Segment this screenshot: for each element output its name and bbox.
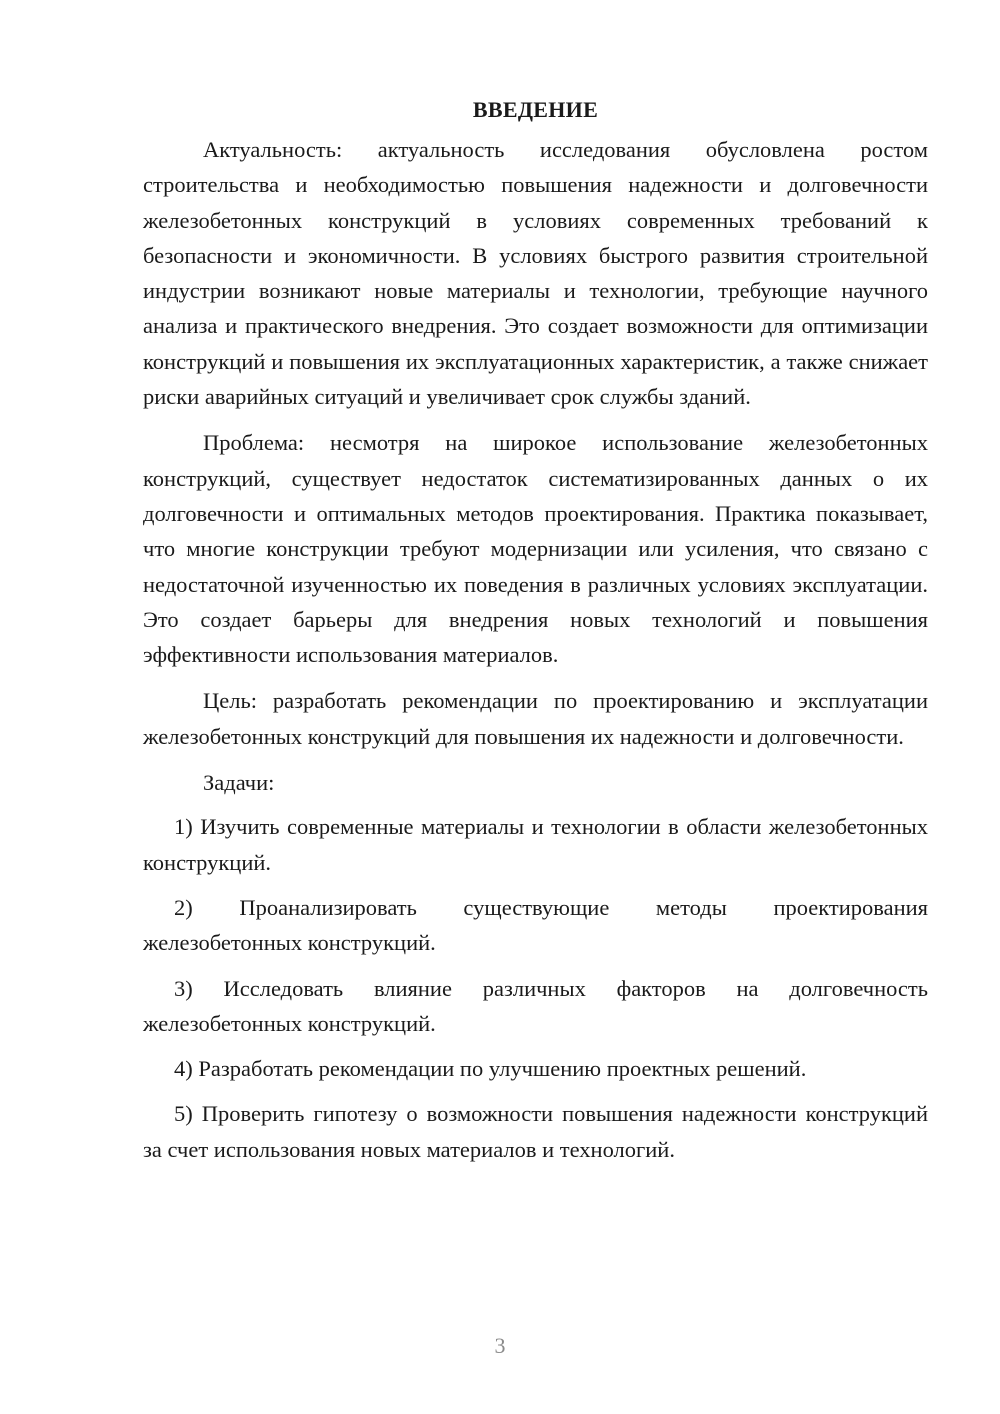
- paragraph-goal: Цель: разработать рекомендации по проектированию и эксплуатации железобетонных конструкций для повышения их надежности и долговечности.: [143, 688, 928, 749]
- page-number: 3: [494, 1333, 506, 1358]
- list-item: 5) Проверить гипотезу о возможности повышения надежности конструкций за счет использования новых материалов и технологий.: [143, 1101, 928, 1162]
- list-item: 1) Изучить современные материалы и технологии в области железобетонных конструкций.: [143, 814, 928, 875]
- paragraph-relevance: Актуальность: актуальность исследования обусловлена ростом строительства и необходимостью повышения надежности и долговечности железобетонных конструкций в условиях современных требований к безопасности и экономичности. В условиях быстрого развития строительной индустрии возникают новые материалы и технологии, требующие научного анализа и практического внедрения. Это создает возможности для оптимизации конструкций и повышения их эксплуатационных характеристик, а также снижает риски аварийных ситуаций и увеличивает срок службы зданий.: [143, 137, 928, 410]
- document-page: [143, 92, 928, 1177]
- list-item: 4) Разработать рекомендации по улучшению проектных решений.: [174, 1056, 807, 1082]
- list-item: 2) Проанализировать существующие методы проектирования железобетонных конструкций.: [143, 894, 928, 956]
- list-item: 3) Исследовать влияние различных факторов на долговечность железобетонных конструкций.: [143, 975, 928, 1036]
- page-title: ВВЕДЕНИЕ: [472, 97, 599, 122]
- paragraph-problem: Проблема: несмотря на широкое использование железобетонных конструкций, существует недостаток систематизированных данных о их долговечности и оптимальных методов проектирования. Практика показывает, что многие конструкции требуют модернизации или усиления, что связано с недостаточной изученностью их поведения в различных условиях эксплуатации. Это создает барьеры для внедрения новых технологий и повышения эффективности использования материалов.: [143, 430, 928, 668]
- tasks-heading: Задачи:: [203, 770, 275, 796]
- tasks-list: [143, 809, 928, 1167]
